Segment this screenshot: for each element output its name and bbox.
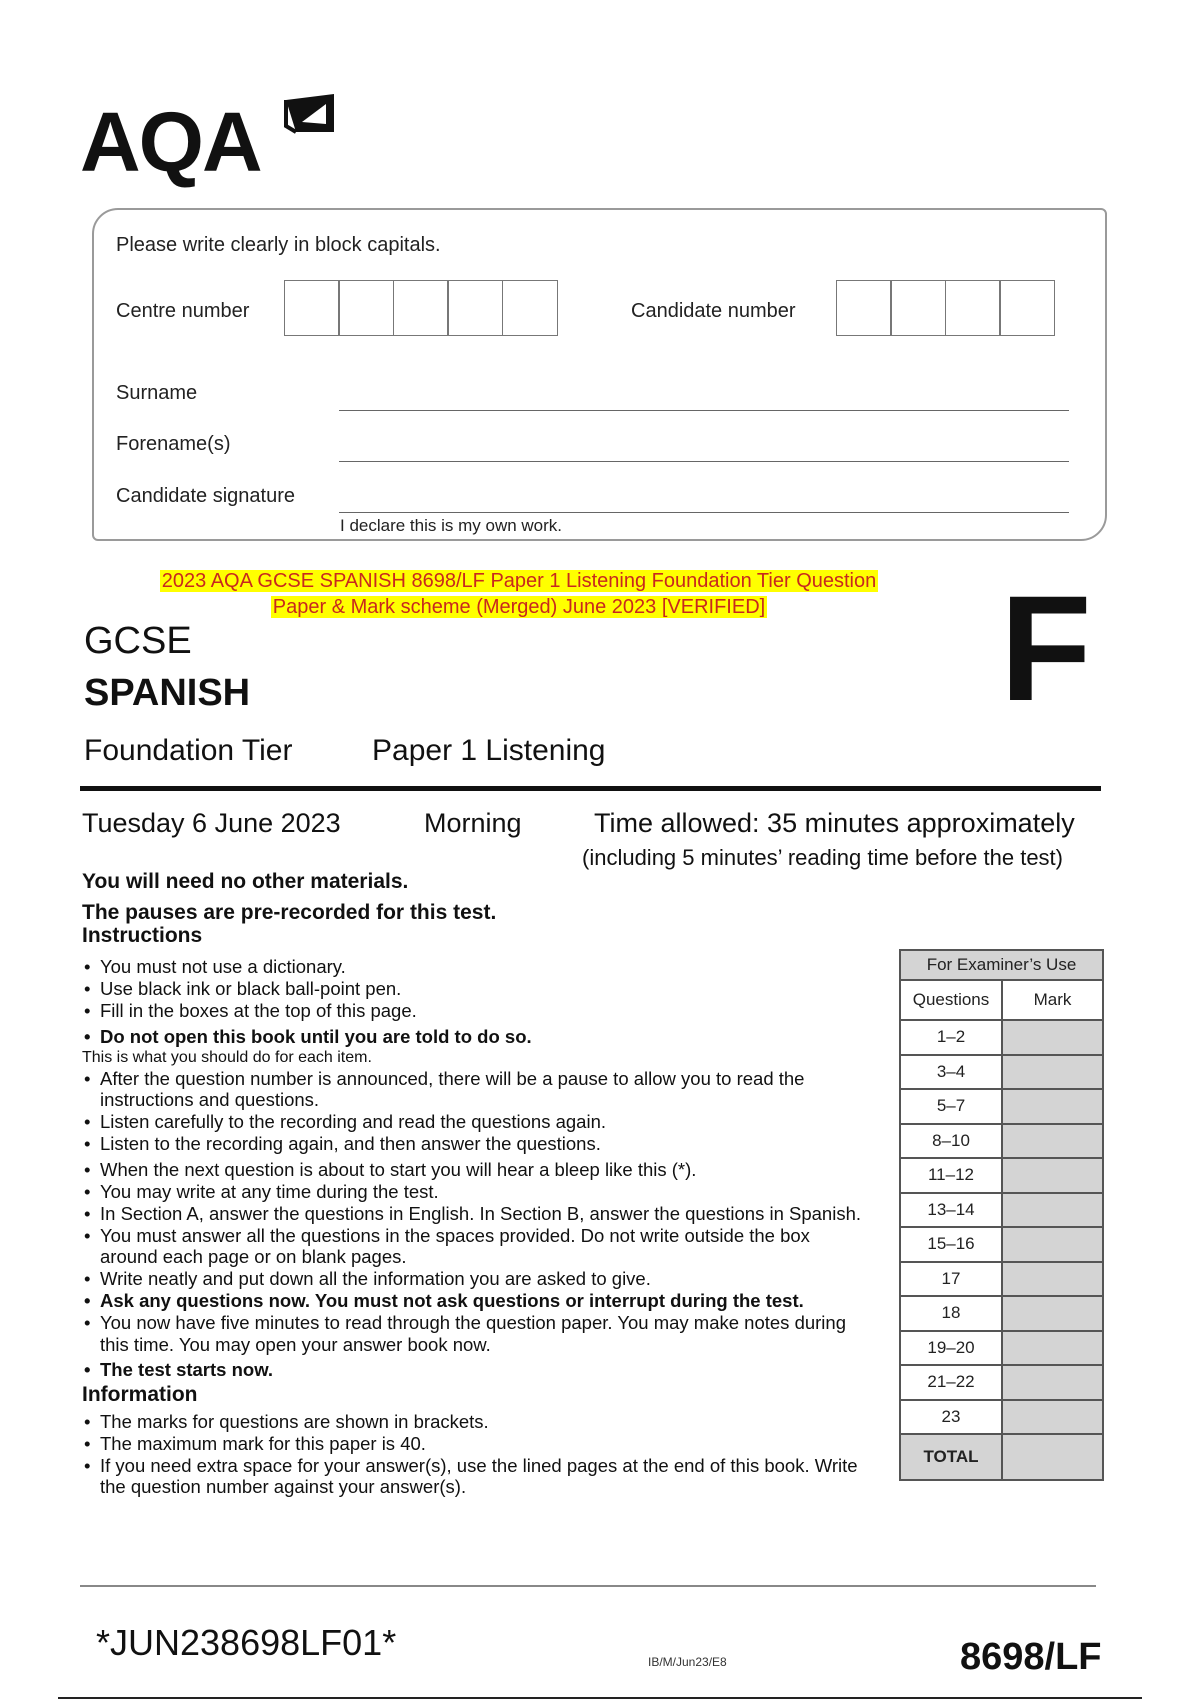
centre-digit-box[interactable] [447,280,503,336]
question-range: 23 [900,1400,1002,1435]
centre-digit-box[interactable] [502,280,558,336]
candidate-number-label: Candidate number [631,300,796,322]
forenames-line[interactable] [339,461,1069,462]
instruction-item: • Listen to the recording again, and then answer the questions. [82,1133,872,1155]
instruction-item: • After the question number is announced, there will be a pause to allow you to read the instructions and questions. [82,1068,872,1111]
total-mark-cell [1002,1434,1103,1480]
bottom-border [58,1697,1142,1699]
table-row [900,1296,1103,1331]
signature-line[interactable] [339,512,1069,513]
candidate-number-boxes[interactable] [837,280,1055,336]
question-range: 17 [900,1262,1002,1297]
candidate-digit-box[interactable] [890,280,946,336]
exam-date: Tuesday 6 June 2023 [82,808,341,838]
table-row [900,1365,1103,1400]
centre-digit-box[interactable] [284,280,340,336]
signature-label: Candidate signature [116,485,296,507]
title-divider [80,786,1101,791]
instructions-block [82,956,872,1498]
instruction-item: • Fill in the boxes at the top of this page. [82,1000,872,1022]
question-range: 3–4 [900,1055,1002,1090]
mark-cell [1002,1400,1103,1435]
examiner-table-title: For Examiner’s Use [900,950,1103,980]
instruction-item: • Write neatly and put down all the information you are asked to give. [82,1268,872,1290]
instruction-item: • In Section A, answer the questions in English. In Section B, answer the questions in Spanish. [82,1203,872,1225]
instructions-heading: Instructions [82,924,203,947]
tier-letter: F [1000,564,1092,732]
information-list [82,1411,872,1498]
qualification-title: GCSE [84,620,192,662]
information-heading: Information [82,1382,198,1406]
instruction-item: • You may write at any time during the test. [82,1181,872,1203]
block-capitals-instruction: Please write clearly in block capitals. [116,234,441,256]
surname-line[interactable] [339,410,1069,411]
information-item: • The maximum mark for this paper is 40. [82,1433,872,1455]
table-row [900,1055,1103,1090]
mark-cell [1002,1193,1103,1228]
instruction-item: • Listen carefully to the recording and read the questions again. [82,1111,872,1133]
instruction-item: • You must answer all the questions in the spaces provided. Do not write outside the box around each page or on blank pages. [82,1225,872,1268]
footer-divider [80,1585,1096,1587]
mark-cell [1002,1055,1103,1090]
mark-cell [1002,1124,1103,1159]
pauses-note: The pauses are pre-recorded for this test. [82,901,497,924]
candidate-digit-box[interactable] [999,280,1055,336]
item-note: This is what you should do for each item. [82,1048,372,1066]
centre-digit-box[interactable] [338,280,394,336]
instruction-item: • The test starts now. [82,1359,872,1381]
surname-label: Surname [116,382,198,404]
instruction-item: • When the next question is about to start you will hear a bleep like this (*). [82,1159,872,1181]
table-row [900,1193,1103,1228]
table-row [900,1262,1103,1297]
aqa-logo-text: AQA [80,95,261,189]
mark-cell [1002,1262,1103,1297]
question-range: 18 [900,1296,1002,1331]
mark-cell [1002,1089,1103,1124]
question-range: 8–10 [900,1124,1002,1159]
table-row [900,1400,1103,1435]
question-range: 5–7 [900,1089,1002,1124]
reference-code: IB/M/Jun23/E8 [648,1655,727,1669]
question-range: 21–22 [900,1365,1002,1400]
exam-session: Morning [424,808,522,838]
instructions-list-b [82,1068,872,1381]
reading-time-note: (including 5 minutes’ reading time before the test) [582,845,1063,870]
instructions-list-a [82,956,872,1047]
instruction-item: • You now have five minutes to read through the question paper. You may make notes during this time. You may open your answer book now. [82,1312,872,1355]
materials-note: You will need no other materials. [82,870,409,893]
time-allowed: Time allowed: 35 minutes approximately [594,808,1075,838]
mark-column-header: Mark [1002,980,1103,1020]
instruction-item: • You must not use a dictionary. [82,956,872,978]
barcode-text: *JUN238698LF01* [96,1622,397,1663]
total-label: TOTAL [900,1434,1002,1480]
table-row [900,1158,1103,1193]
mark-cell [1002,1020,1103,1055]
table-row [900,1331,1103,1366]
mark-cell [1002,1296,1103,1331]
instruction-item: • Use black ink or black ball-point pen. [82,978,872,1000]
table-row [900,1434,1103,1480]
question-range: 15–16 [900,1227,1002,1262]
candidate-digit-box[interactable] [836,280,892,336]
centre-number-label: Centre number [116,300,250,322]
highlighted-banner [104,568,934,620]
table-row [900,1124,1103,1159]
question-range: 1–2 [900,1020,1002,1055]
mark-cell [1002,1365,1103,1400]
question-range: 19–20 [900,1331,1002,1366]
paper-code: 8698/LF [960,1636,1102,1678]
table-row [900,1227,1103,1262]
declaration-text: I declare this is my own work. [340,516,563,535]
forenames-label: Forename(s) [116,433,231,455]
mark-cell [1002,1331,1103,1366]
centre-digit-box[interactable] [393,280,449,336]
mark-cell [1002,1158,1103,1193]
tier-title: Foundation Tier [84,734,293,767]
mark-cell [1002,1227,1103,1262]
candidate-digit-box[interactable] [945,280,1001,336]
question-range: 11–12 [900,1158,1002,1193]
table-row [900,1089,1103,1124]
examiner-use-table [899,949,1104,1481]
banner-line-2: Paper & Mark scheme (Merged) June 2023 [VERIFIED] [272,596,766,618]
questions-column-header: Questions [900,980,1002,1020]
paper-title: Paper 1 Listening [372,734,606,767]
banner-line-1: 2023 AQA GCSE SPANISH 8698/LF Paper 1 Listening Foundation Tier Question [161,570,877,592]
candidate-details-box [92,208,1107,541]
information-item: • The marks for questions are shown in brackets. [82,1411,872,1433]
information-item: • If you need extra space for your answer(s), use the lined pages at the end of this book. Write the question number against your answer(s). [82,1455,872,1498]
question-range: 13–14 [900,1193,1002,1228]
instruction-item: • Do not open this book until you are told to do so. [82,1026,872,1048]
subject-title: SPANISH [84,672,251,714]
table-row [900,1020,1103,1055]
instruction-item: • Ask any questions now. You must not ask questions or interrupt during the test. [82,1290,872,1312]
centre-number-boxes[interactable] [285,280,558,336]
aqa-logo-mark-icon [282,92,340,152]
